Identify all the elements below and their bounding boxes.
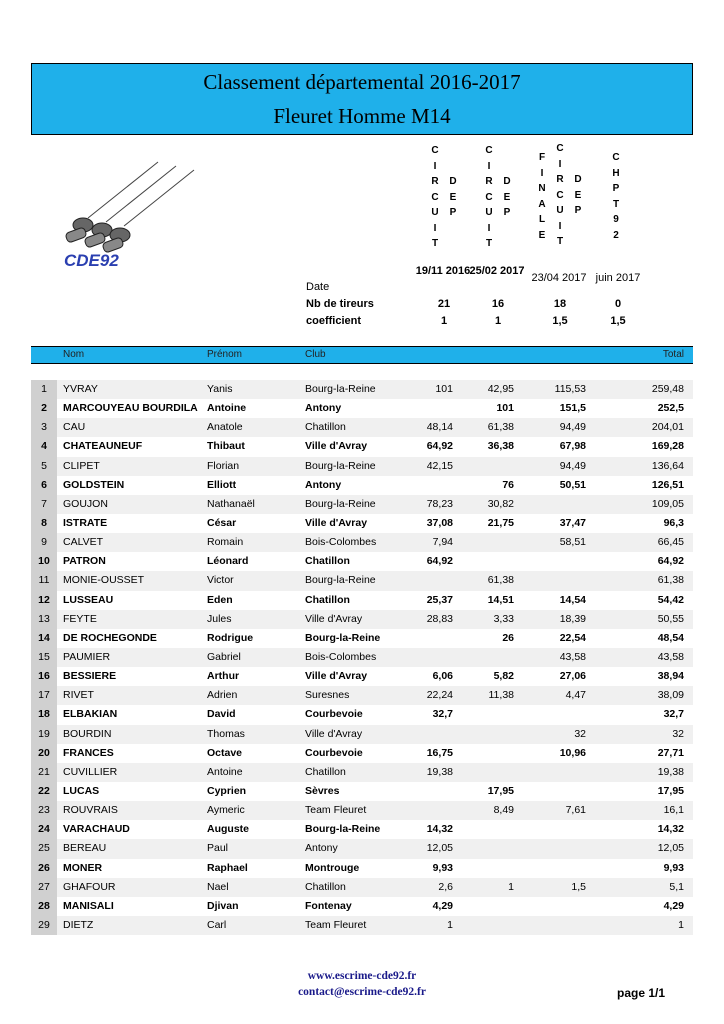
- score-finale-cell: 67,98: [559, 440, 586, 453]
- total-cell: 19,38: [657, 765, 684, 778]
- score-finale-cell: 151,5: [559, 402, 586, 415]
- score-finale-cell: 50,51: [559, 478, 586, 491]
- rank-cell: 14: [31, 629, 57, 648]
- club-cell: Chatillon: [305, 593, 350, 606]
- club-cell: Sèvres: [305, 784, 340, 797]
- prenom-cell: Rodrigue: [207, 631, 254, 644]
- total-cell: 43,58: [657, 650, 684, 663]
- club-cell: Bourg-la-Reine: [305, 823, 381, 836]
- rank-cell: 22: [31, 782, 57, 801]
- nom-cell: MONER: [63, 861, 103, 874]
- score-circuit-1-cell: 101: [435, 383, 453, 395]
- total-cell: 14,32: [657, 823, 684, 836]
- score-circuit-1-cell: 37,08: [426, 516, 453, 529]
- club-cell: Bourg-la-Reine: [305, 574, 376, 587]
- rank-cell: 18: [31, 705, 57, 724]
- table-row: [31, 418, 693, 437]
- score-circuit-2-cell: 42,95: [487, 383, 514, 395]
- score-circuit-2-cell: 101: [496, 402, 514, 415]
- score-finale-cell: 32: [574, 727, 586, 740]
- nom-cell: VARACHAUD: [63, 823, 130, 836]
- prenom-cell: Djivan: [207, 899, 239, 912]
- club-cell: Courbevoie: [305, 708, 363, 721]
- score-circuit-1-cell: 78,23: [426, 497, 453, 510]
- nom-cell: PAUMIER: [63, 650, 111, 663]
- header-nom: Nom: [63, 349, 85, 360]
- table-row: [31, 629, 693, 648]
- table-row: [31, 457, 693, 476]
- club-cell: Bourg-la-Reine: [305, 459, 376, 472]
- club-cell: Bourg-la-Reine: [305, 631, 381, 644]
- total-cell: 1: [678, 918, 684, 931]
- table-row: [31, 591, 693, 610]
- competition-3-vertical-circuit: C I R C U I T: [556, 143, 564, 247]
- score-finale-cell: 27,06: [559, 670, 586, 683]
- score-circuit-2-cell: 8,49: [493, 804, 514, 817]
- total-cell: 109,05: [651, 497, 684, 510]
- prenom-cell: Raphael: [207, 861, 248, 874]
- title-banner: [31, 63, 693, 135]
- total-cell: 169,28: [651, 440, 684, 453]
- page-number: page 1/1: [617, 986, 666, 1000]
- total-cell: 50,55: [657, 612, 684, 625]
- website-link[interactable]: www.escrime-cde92.fr: [307, 970, 417, 982]
- score-circuit-2-cell: 36,38: [487, 440, 514, 453]
- table-row: [31, 839, 693, 858]
- nom-cell: ISTRATE: [63, 516, 108, 529]
- fencing-masks-logo-icon: [58, 158, 218, 273]
- score-finale-cell: 94,49: [559, 459, 586, 472]
- competition-1-vertical-circuit: C I R C U I T: [431, 145, 439, 249]
- nom-cell: MANISALI: [63, 899, 114, 912]
- rank-cell: 23: [31, 801, 57, 820]
- table-row: [31, 571, 693, 590]
- table-row: [31, 820, 693, 839]
- total-cell: 27,71: [657, 746, 684, 759]
- club-cell: Ville d'Avray: [305, 670, 368, 683]
- score-circuit-2-cell: 76: [502, 478, 514, 491]
- score-circuit-2-cell: 21,75: [487, 516, 514, 529]
- table-row: [31, 686, 693, 705]
- prenom-cell: Antoine: [207, 765, 243, 778]
- nom-cell: PATRON: [63, 555, 106, 568]
- nom-cell: DE ROCHEGONDE: [63, 631, 157, 644]
- table-row: [31, 552, 693, 571]
- rank-cell: 12: [31, 591, 57, 610]
- total-cell: 32: [672, 727, 684, 740]
- rank-cell: 5: [31, 457, 57, 476]
- page-title: Classement départemental 2016-2017: [203, 70, 521, 94]
- nom-cell: BEREAU: [63, 842, 107, 855]
- competition-1-tireurs: 21: [437, 298, 451, 310]
- competition-3-coef: 1,5: [552, 315, 568, 327]
- rank-cell: 6: [31, 476, 57, 495]
- total-cell: 38,09: [657, 689, 684, 702]
- rank-cell: 3: [31, 418, 57, 437]
- club-cell: Ville d'Avray: [305, 516, 368, 529]
- club-cell: Bourg-la-Reine: [305, 497, 376, 510]
- prenom-cell: Gabriel: [207, 650, 241, 663]
- total-cell: 38,94: [657, 670, 684, 683]
- prenom-cell: Thomas: [207, 727, 245, 740]
- prenom-cell: Nael: [207, 880, 229, 893]
- score-circuit-1-cell: 42,15: [426, 459, 453, 472]
- competition-2-vertical-dep: D E P: [503, 176, 511, 218]
- club-cell: Bois-Colombes: [305, 650, 377, 663]
- total-cell: 16,1: [663, 804, 684, 817]
- prenom-cell: Auguste: [207, 823, 249, 836]
- page-subtitle: Fleuret Homme M14: [273, 104, 451, 128]
- prenom-cell: Adrien: [207, 689, 238, 702]
- nom-cell: BESSIERE: [63, 670, 117, 683]
- club-cell: Chatillon: [305, 421, 346, 434]
- score-circuit-2-cell: 3,33: [493, 612, 514, 625]
- coefficient-label: coefficient: [306, 315, 362, 327]
- nom-cell: CAU: [63, 421, 86, 434]
- rank-cell: 8: [31, 514, 57, 533]
- competition-2-tireurs: 16: [491, 298, 505, 310]
- total-cell: 48,54: [657, 631, 684, 644]
- rank-cell: 28: [31, 897, 57, 916]
- prenom-cell: Jules: [207, 612, 232, 625]
- score-circuit-1-cell: 6,06: [432, 670, 453, 683]
- nom-cell: CHATEAUNEUF: [63, 440, 143, 453]
- table-row: [31, 859, 693, 878]
- club-cell: Chatillon: [305, 555, 350, 568]
- rank-cell: 20: [31, 744, 57, 763]
- prenom-cell: Léonard: [207, 555, 249, 568]
- nom-cell: GHAFOUR: [63, 880, 116, 893]
- score-circuit-1-cell: 4,29: [432, 899, 453, 912]
- table-row: [31, 667, 693, 686]
- prenom-cell: Carl: [207, 918, 227, 931]
- score-circuit-2-cell: 26: [502, 631, 514, 644]
- rank-cell: 15: [31, 648, 57, 667]
- prenom-cell: Arthur: [207, 670, 240, 683]
- rank-cell: 27: [31, 878, 57, 897]
- rank-cell: 7: [31, 495, 57, 514]
- score-circuit-1-cell: 48,14: [426, 421, 453, 434]
- score-circuit-2-cell: 11,38: [488, 689, 514, 702]
- score-finale-cell: 4,47: [565, 689, 586, 702]
- score-circuit-1-cell: 12,05: [426, 842, 453, 855]
- competition-2-vertical-circuit: C I R C U I T: [485, 145, 493, 249]
- score-circuit-2-cell: 17,95: [487, 784, 514, 797]
- rank-cell: 4: [31, 437, 57, 456]
- score-circuit-1-cell: 2,6: [438, 880, 453, 893]
- nom-cell: FEYTE: [63, 612, 97, 625]
- table-row: [31, 495, 693, 514]
- prenom-cell: Cyprien: [207, 784, 247, 797]
- rank-cell: 29: [31, 916, 57, 935]
- competition-3-date: 23/04 2017: [531, 272, 587, 284]
- score-circuit-1-cell: 7,94: [432, 536, 453, 549]
- total-cell: 17,95: [657, 784, 684, 797]
- score-circuit-2-cell: 30,82: [487, 497, 514, 510]
- competition-1-coef: 1: [440, 315, 448, 327]
- total-cell: 5,1: [669, 880, 684, 893]
- rank-cell: 24: [31, 820, 57, 839]
- table-row: [31, 610, 693, 629]
- club-cell: Fontenay: [305, 899, 352, 912]
- club-cell: Ville d'Avray: [305, 727, 363, 740]
- total-cell: 4,29: [663, 899, 684, 912]
- prenom-cell: David: [207, 708, 236, 721]
- score-finale-cell: 10,96: [559, 746, 586, 759]
- score-finale-cell: 115,53: [554, 383, 586, 395]
- score-finale-cell: 43,58: [559, 650, 586, 663]
- score-circuit-1-cell: 9,93: [432, 861, 453, 874]
- total-cell: 126,51: [651, 478, 684, 491]
- prenom-cell: Anatole: [207, 421, 243, 434]
- competition-4-vertical-chpt: C H P T 9 2: [612, 152, 620, 241]
- rank-cell: 13: [31, 610, 57, 629]
- prenom-cell: Romain: [207, 536, 244, 549]
- table-row: [31, 725, 693, 744]
- club-cell: Montrouge: [305, 861, 360, 874]
- score-finale-cell: 37,47: [559, 516, 586, 529]
- nom-cell: ROUVRAIS: [63, 804, 118, 817]
- table-row: [31, 782, 693, 801]
- table-row: [31, 916, 693, 935]
- total-cell: 61,38: [657, 574, 684, 587]
- score-circuit-1-cell: 1: [447, 918, 453, 931]
- ranking-table: [31, 380, 693, 935]
- score-finale-cell: 1,5: [571, 880, 586, 893]
- competition-2-coef: 1: [494, 315, 502, 327]
- prenom-cell: Florian: [207, 459, 240, 472]
- total-cell: 252,5: [657, 402, 684, 415]
- nom-cell: FRANCES: [63, 746, 114, 759]
- competition-4-date: juin 2017: [595, 272, 641, 284]
- score-circuit-2-cell: 61,38: [487, 421, 514, 434]
- competition-4-coef: 1,5: [610, 315, 626, 327]
- score-circuit-1-cell: 19,38: [426, 765, 453, 778]
- rank-cell: 19: [31, 725, 57, 744]
- table-row: [31, 801, 693, 820]
- total-cell: 259,48: [651, 383, 684, 395]
- table-row: [31, 476, 693, 495]
- score-circuit-1-cell: 32,7: [432, 708, 453, 721]
- prenom-cell: Nathanaël: [207, 497, 255, 510]
- table-row: [31, 705, 693, 724]
- score-circuit-1-cell: 16,75: [426, 746, 453, 759]
- header-total: Total: [662, 349, 684, 360]
- table-header: [31, 346, 693, 364]
- total-cell: 136,64: [651, 459, 684, 472]
- competition-3-vertical-finale: F I N A L E: [538, 152, 546, 241]
- email-link[interactable]: contact@escrime-cde92.fr: [298, 986, 426, 998]
- nom-cell: YVRAY: [63, 383, 98, 395]
- club-cell: Bourg-la-Reine: [305, 383, 376, 395]
- footer-links: [262, 968, 462, 1000]
- header-club: Club: [305, 349, 326, 360]
- score-circuit-1-cell: 64,92: [426, 440, 453, 453]
- nom-cell: DIETZ: [63, 918, 94, 931]
- total-cell: 204,01: [651, 421, 684, 434]
- competition-2-date: 25/02 2017: [469, 265, 525, 277]
- nom-cell: CALVET: [63, 536, 104, 549]
- table-row: [31, 380, 693, 399]
- competition-3-vertical-dep: D E P: [574, 174, 582, 216]
- total-cell: 54,42: [657, 593, 684, 606]
- nom-cell: CUVILLIER: [63, 765, 118, 778]
- score-finale-cell: 7,61: [565, 804, 586, 817]
- nom-cell: LUSSEAU: [63, 593, 114, 606]
- rank-cell: 26: [31, 859, 57, 878]
- club-cell: Ville d'Avray: [305, 440, 368, 453]
- club-cell: Ville d'Avray: [305, 612, 363, 625]
- score-circuit-2-cell: 1: [508, 880, 514, 893]
- rank-cell: 25: [31, 839, 57, 858]
- nom-cell: RIVET: [63, 689, 94, 702]
- table-row: [31, 399, 693, 418]
- total-cell: 32,7: [663, 708, 684, 721]
- logo-text: CDE92: [64, 251, 119, 270]
- nom-cell: LUCAS: [63, 784, 100, 797]
- header-prenom: Prénom: [207, 349, 243, 360]
- nom-cell: MARCOUYEAU BOURDILA: [63, 402, 198, 415]
- club-cell: Antony: [305, 842, 338, 855]
- competition-1-vertical-dep: D E P: [449, 176, 457, 218]
- score-circuit-2-cell: 5,82: [493, 670, 514, 683]
- prenom-cell: Paul: [207, 842, 229, 855]
- club-cell: Suresnes: [305, 689, 350, 702]
- rank-cell: 16: [31, 667, 57, 686]
- club-cell: Antony: [305, 478, 342, 491]
- prenom-cell: Aymeric: [207, 804, 245, 817]
- table-row: [31, 533, 693, 552]
- score-circuit-1-cell: 28,83: [426, 612, 453, 625]
- club-cell: Team Fleuret: [305, 804, 367, 817]
- score-finale-cell: 94,49: [559, 421, 586, 434]
- total-cell: 66,45: [657, 536, 684, 549]
- nom-cell: MONIE-OUSSET: [63, 574, 145, 587]
- score-circuit-1-cell: 64,92: [426, 555, 453, 568]
- rank-cell: 9: [31, 533, 57, 552]
- total-cell: 12,05: [657, 842, 684, 855]
- score-circuit-1-cell: 22,24: [426, 689, 453, 702]
- competition-4-tireurs: 0: [614, 298, 622, 310]
- score-finale-cell: 58,51: [559, 536, 586, 549]
- club-cell: Chatillon: [305, 880, 346, 893]
- nom-cell: ELBAKIAN: [63, 708, 118, 721]
- score-circuit-1-cell: 14,32: [426, 823, 453, 836]
- rank-cell: 21: [31, 763, 57, 782]
- prenom-cell: Victor: [207, 574, 234, 587]
- score-circuit-1-cell: 25,37: [426, 593, 453, 606]
- table-row: [31, 763, 693, 782]
- competition-1-date: 19/11 2016: [415, 265, 471, 277]
- nom-cell: GOLDSTEIN: [63, 478, 125, 491]
- prenom-cell: Octave: [207, 746, 243, 759]
- nom-cell: CLIPET: [63, 459, 100, 472]
- score-finale-cell: 14,54: [559, 593, 586, 606]
- prenom-cell: Antoine: [207, 402, 247, 415]
- table-row: [31, 514, 693, 533]
- rank-cell: 17: [31, 686, 57, 705]
- club-cell: Courbevoie: [305, 746, 363, 759]
- club-cell: Antony: [305, 402, 342, 415]
- score-circuit-2-cell: 61,38: [487, 574, 514, 587]
- score-circuit-2-cell: 14,51: [487, 593, 514, 606]
- date-label: Date: [306, 281, 330, 293]
- prenom-cell: Thibaut: [207, 440, 245, 453]
- rank-cell: 2: [31, 399, 57, 418]
- total-cell: 96,3: [663, 516, 684, 529]
- tireurs-label: Nb de tireurs: [306, 298, 374, 310]
- club-cell: Bois-Colombes: [305, 536, 377, 549]
- prenom-cell: Eden: [207, 593, 233, 606]
- table-row: [31, 648, 693, 667]
- rank-cell: 10: [31, 552, 57, 571]
- rank-cell: 1: [31, 380, 57, 399]
- table-row: [31, 437, 693, 456]
- nom-cell: BOURDIN: [63, 727, 112, 740]
- competition-3-tireurs: 18: [553, 298, 567, 310]
- prenom-cell: Elliott: [207, 478, 237, 491]
- prenom-cell: César: [207, 516, 237, 529]
- total-cell: 9,93: [663, 861, 684, 874]
- total-cell: 64,92: [657, 555, 684, 568]
- club-cell: Team Fleuret: [305, 918, 367, 931]
- table-row: [31, 897, 693, 916]
- rank-cell: 11: [31, 571, 57, 590]
- nom-cell: GOUJON: [63, 497, 108, 510]
- score-finale-cell: 18,39: [559, 612, 586, 625]
- club-cell: Chatillon: [305, 765, 346, 778]
- table-row: [31, 744, 693, 763]
- score-finale-cell: 22,54: [559, 631, 586, 644]
- table-row: [31, 878, 693, 897]
- prenom-cell: Yanis: [207, 383, 233, 395]
